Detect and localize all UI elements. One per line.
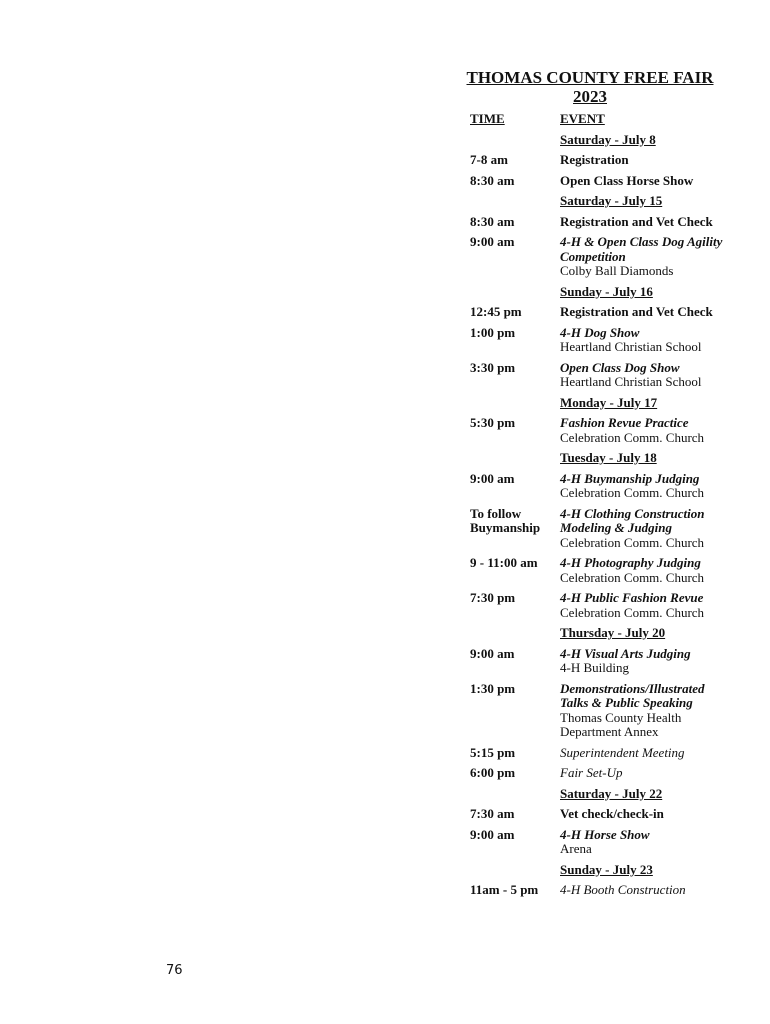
event-cell — [560, 591, 732, 620]
event-location: Heartland Christian School — [560, 339, 702, 354]
event-name: Demonstrations/Illustrated Talks & Public Speaking — [560, 680, 705, 710]
event-cell — [560, 361, 732, 390]
schedule-row — [470, 153, 732, 168]
event-location: Celebration Comm. Church — [560, 429, 705, 445]
event-cell — [560, 682, 732, 740]
event-name: Registration and Vet Check — [560, 213, 713, 229]
event-cell — [560, 647, 732, 676]
schedule-row — [470, 647, 732, 676]
event-name: 4-H Visual Arts Judging — [560, 645, 691, 661]
event-cell — [560, 153, 732, 168]
event-name: Registration — [560, 152, 629, 167]
event-cell — [560, 507, 732, 551]
time-column-header: TIME — [470, 111, 505, 126]
event-time: 9:00 am — [470, 470, 515, 486]
event-time: 9:00 am — [470, 234, 515, 249]
schedule-row — [470, 326, 732, 355]
schedule-row — [470, 416, 732, 445]
event-time: 11am - 5 pm — [470, 882, 539, 897]
event-cell — [560, 326, 732, 355]
schedule-row — [470, 174, 732, 189]
event-cell — [560, 416, 732, 445]
event-cell — [560, 828, 732, 857]
event-location: Celebration Comm. Church — [560, 604, 705, 620]
schedule-row — [470, 807, 732, 822]
date-heading: Sunday - July 16 — [560, 283, 653, 299]
event-time: 1:30 pm — [470, 680, 516, 696]
event-name: 4-H Horse Show — [560, 826, 650, 842]
event-name: Fair Set-Up — [560, 765, 623, 780]
event-location: Celebration Comm. Church — [560, 569, 705, 585]
event-name: 4-H Buymanship Judging — [560, 470, 700, 486]
column-headers — [470, 112, 732, 127]
event-name: 4-H Public Fashion Revue — [560, 590, 704, 605]
page-number: 76 — [166, 963, 183, 978]
event-time: 7-8 am — [470, 152, 508, 167]
schedule-row — [470, 766, 732, 781]
date-heading: Saturday - July 22 — [560, 785, 663, 801]
event-location: Colby Ball Diamonds — [560, 263, 674, 278]
date-heading: Saturday - July 8 — [560, 131, 656, 147]
date-heading: Thursday - July 20 — [560, 625, 666, 640]
event-location: Celebration Comm. Church — [560, 485, 705, 500]
event-location: 4-H Building — [560, 660, 629, 675]
event-cell — [560, 746, 732, 761]
event-time: 9 - 11:00 am — [470, 555, 538, 570]
event-time: 8:30 am — [470, 213, 515, 229]
date-heading: Tuesday - July 18 — [560, 450, 657, 465]
schedule-list — [470, 133, 732, 898]
event-name: 4-H Booth Construction — [560, 882, 686, 897]
event-name: Registration and Vet Check — [560, 304, 713, 319]
event-cell — [560, 807, 732, 822]
event-cell — [560, 766, 732, 781]
event-time: To follow Buymanship — [470, 505, 541, 535]
event-time: 1:00 pm — [470, 324, 516, 340]
event-location: Arena — [560, 841, 592, 856]
event-location: Thomas County Health Department Annex — [560, 709, 682, 739]
schedule-row — [470, 235, 732, 279]
event-name: Fashion Revue Practice — [560, 415, 689, 430]
event-time: 12:45 pm — [470, 304, 522, 319]
event-time: 7:30 pm — [470, 590, 516, 605]
page-title: THOMAS COUNTY FREE FAIR 2023 — [466, 68, 714, 106]
schedule-row — [470, 556, 732, 585]
schedule-row — [470, 215, 732, 230]
event-cell — [560, 556, 732, 585]
event-location: Heartland Christian School — [560, 374, 702, 389]
event-name: Open Class Horse Show — [560, 172, 694, 188]
event-cell — [560, 235, 732, 279]
event-cell — [560, 305, 732, 320]
event-name: Open Class Dog Show — [560, 359, 680, 375]
schedule-row — [470, 361, 732, 390]
schedule-row — [470, 746, 732, 761]
event-time: 6:00 pm — [470, 765, 516, 780]
date-heading: Saturday - July 15 — [560, 193, 663, 208]
fair-schedule — [466, 68, 732, 898]
event-cell — [560, 174, 732, 189]
event-cell — [560, 215, 732, 230]
event-time: 7:30 am — [470, 806, 515, 821]
event-time: 9:00 am — [470, 826, 515, 842]
event-time: 3:30 pm — [470, 359, 516, 375]
event-time: 9:00 am — [470, 645, 515, 661]
schedule-row — [470, 883, 732, 898]
schedule-row — [470, 682, 732, 740]
schedule-row — [470, 591, 732, 620]
date-heading: Monday - July 17 — [560, 394, 658, 410]
event-name: Vet check/check-in — [560, 806, 664, 821]
event-location: Celebration Comm. Church — [560, 534, 705, 550]
event-time: 8:30 am — [470, 172, 515, 188]
event-cell — [560, 472, 732, 501]
event-name: 4-H Dog Show — [560, 324, 640, 340]
event-column-header: EVENT — [560, 111, 605, 126]
event-time: 5:15 pm — [470, 744, 516, 760]
event-time: 5:30 pm — [470, 415, 516, 430]
date-heading: Sunday - July 23 — [560, 861, 653, 877]
schedule-row — [470, 828, 732, 857]
schedule-row — [470, 507, 732, 551]
event-name: 4-H Photography Judging — [560, 555, 701, 570]
event-name: Superintendent Meeting — [560, 744, 685, 760]
schedule-row — [470, 472, 732, 501]
event-cell — [560, 883, 732, 898]
event-name: 4-H Clothing Construction Modeling & Judging — [560, 505, 705, 535]
schedule-row — [470, 305, 732, 320]
event-name: 4-H & Open Class Dog Agility Competition — [560, 234, 723, 264]
